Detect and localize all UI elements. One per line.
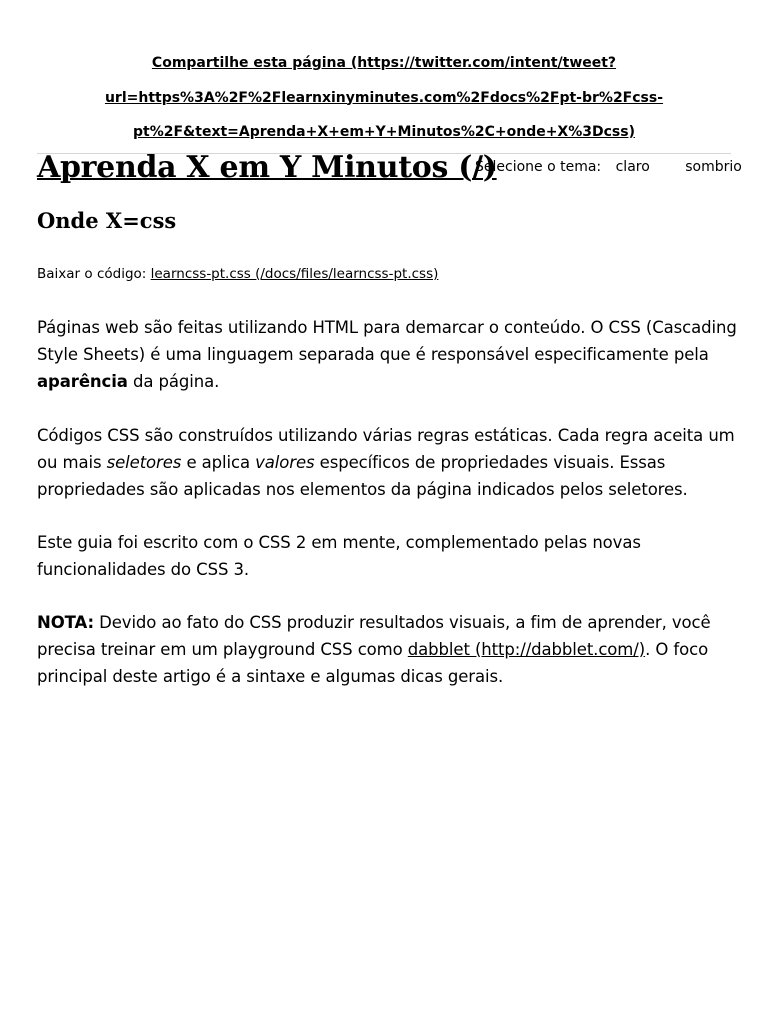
- site-home-link[interactable]: Aprenda X em Y Minutos (/): [37, 150, 497, 185]
- paragraph-guide: Este guia foi escrito com o CSS 2 em mente, complementado pelas novas funcionalidades do CSS 3.: [37, 533, 641, 579]
- paragraph-rules: [37, 422, 737, 503]
- paragraph-rules-em-values: valores: [255, 453, 315, 472]
- theme-selector-label: Selecione o tema:: [475, 159, 602, 175]
- site-title: [37, 148, 497, 188]
- download-line: [37, 264, 438, 284]
- share-link-line-3: pt%2F&text=Aprenda+X+em+Y+Minutos%2C+onde+X%3Dcss): [133, 124, 635, 140]
- paragraph-rules-text: Códigos CSS são construídos utilizando várias regras estáticas. Cada regra aceita um ou mais: [37, 426, 735, 472]
- share-twitter-link[interactable]: [105, 55, 663, 140]
- paragraph-rules-mid: e aplica: [181, 453, 256, 472]
- paragraph-intro-bold: aparência: [37, 372, 128, 391]
- paragraph-note: [37, 609, 737, 690]
- paragraph-note-end: . O foco principal deste artigo é a sintaxe e algumas dicas gerais.: [37, 640, 709, 686]
- download-code-link[interactable]: learncss-pt.css (/docs/files/learncss-pt.css): [150, 266, 439, 282]
- paragraph-rules-em-selectors: seletores: [106, 453, 182, 472]
- paragraph-intro: [37, 314, 737, 395]
- theme-light-button[interactable]: claro: [615, 159, 650, 175]
- paragraph-note-text: Devido ao fato do CSS produzir resultados visuais, a fim de aprender, você precisa treinar em um playground CSS como: [37, 613, 711, 659]
- paragraph-note-label: NOTA:: [37, 613, 94, 632]
- share-link-block: [37, 46, 731, 150]
- theme-dark-button[interactable]: sombrio: [685, 159, 742, 175]
- paragraph-intro-text: Páginas web são feitas utilizando HTML para demarcar o conteúdo. O CSS (Cascading Style Sheets) é uma linguagem separada que é responsável especificamente pela: [37, 318, 737, 364]
- doc-heading: Onde X=css: [37, 208, 177, 233]
- share-link-line-2: url=https%3A%2F%2Flearnxinyminutes.com%2Fdocs%2Fpt-br%2Fcss-: [104, 89, 664, 106]
- dabblet-link[interactable]: dabblet (http://dabblet.com/): [407, 640, 646, 659]
- download-label: Baixar o código:: [37, 266, 147, 282]
- paragraph-rules-end: específicos de propriedades visuais. Essas propriedades são aplicadas nos elementos da página indicados pelos seletores.: [37, 453, 688, 499]
- theme-selector: [475, 157, 742, 177]
- paragraph-intro-end: da página.: [127, 372, 220, 391]
- share-link-line-1: Compartilhe esta página (https://twitter.com/intent/tweet?: [151, 55, 617, 71]
